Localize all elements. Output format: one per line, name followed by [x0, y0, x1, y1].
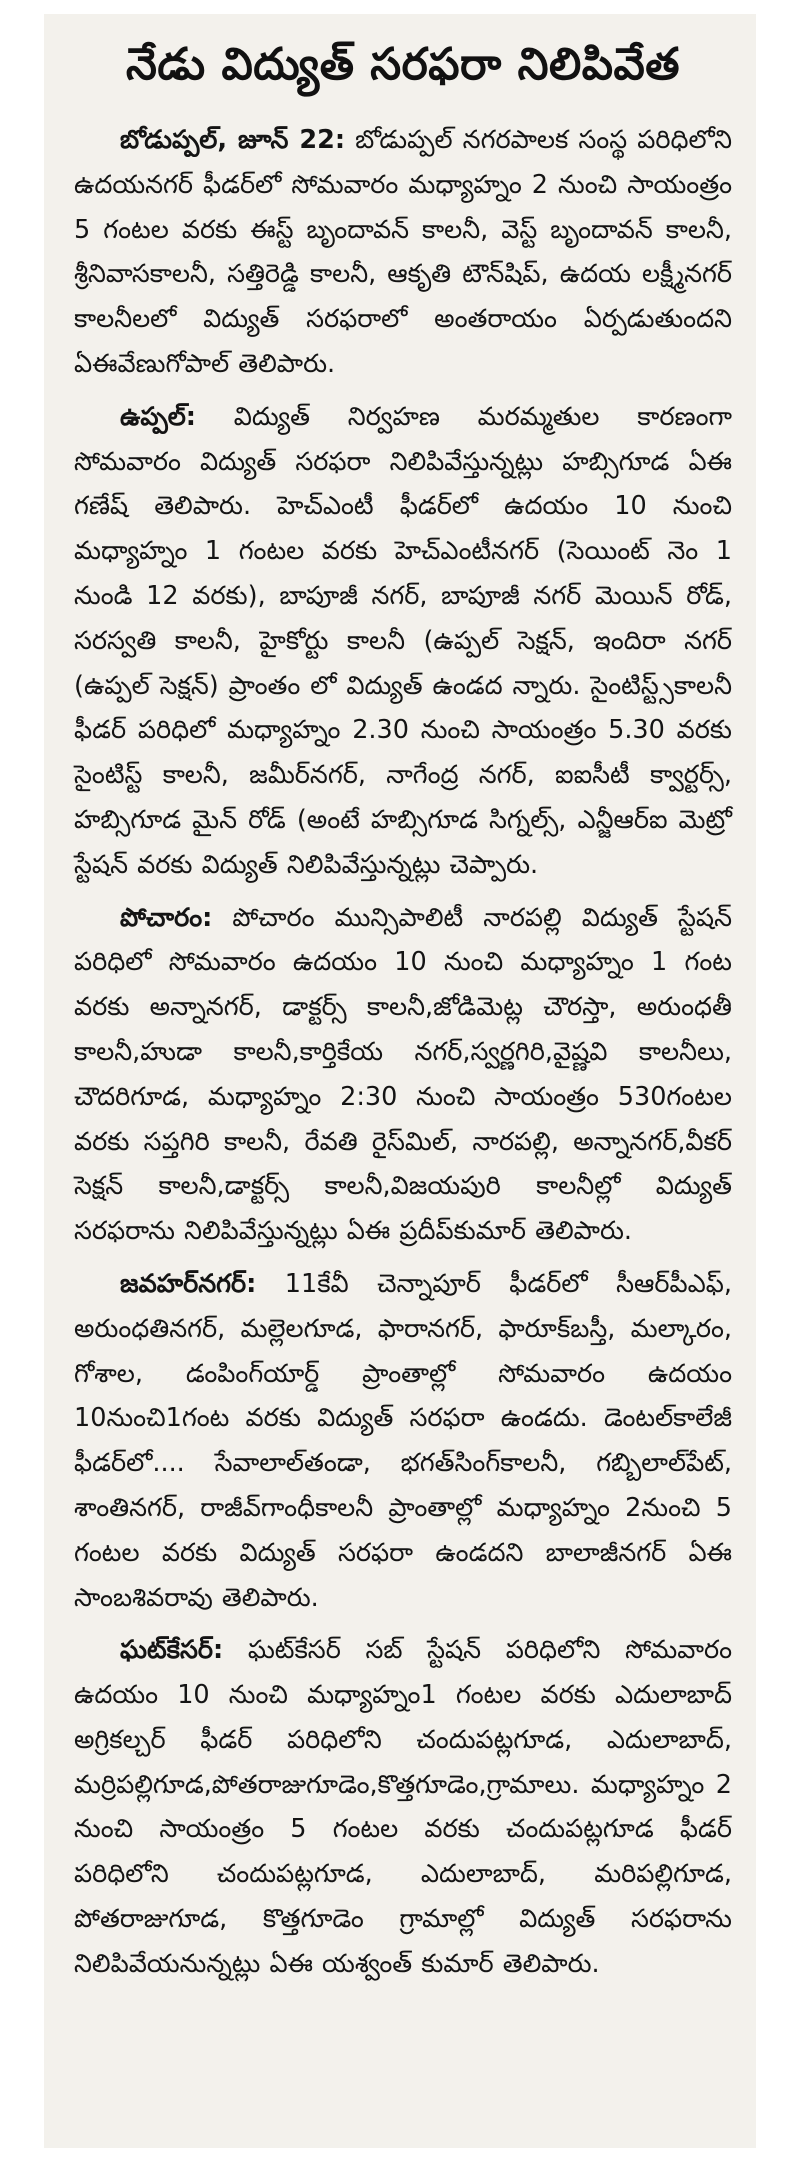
article-headline: నేడు విద్యుత్ సరఫరా నిలిపివేత [125, 39, 681, 90]
paragraph-text-ghatkesar: ఘట్‌కేసర్ సబ్ స్టేషన్ పరిధిలోని సోమవారం ఉదయం 10 నుంచి మధ్యాహ్నం1 గంటల వరకు ఎదులాబాద్ అగ్రికల్చర్ ఫీడర్ పరిధిలోని చందుపట్లగూడ, ఎదులాబాద్, మర్రిపల్లిగూడ,పోతరాజుగూడెం,కొత్తగూడెం,గ్రామాలు. మధ్యాహ్నం 2 నుంచి సాయంత్రం 5 గంటల వరకు చందుపట్లగూడ ఫీడర్ పరిధిలోని చందుపట్లగూడ, ఎదులాబాద్, మరిపల్లిగూడ, పోతరాజుగూడ, కొత్తగూడెం గ్రామాల్లో విద్యుత్ సరఫరాను నిలిపివేయనున్నట్లు ఏఈ యశ్వంత్ కుమార్ తెలిపారు. [74, 1635, 732, 1979]
paragraph-boduppal [74, 118, 732, 387]
paragraph-jawaharnagar [74, 1262, 732, 1620]
dateline-jawaharnagar: జవహర్‌నగర్: [120, 1268, 257, 1299]
dateline-uppal: ఉప్పల్: [120, 401, 196, 432]
dateline-ghatkesar: ఘట్‌కేసర్: [120, 1635, 224, 1666]
paragraph-pocharam [74, 896, 732, 1254]
paragraph-uppal [74, 395, 732, 888]
paragraph-text-uppal: విద్యుత్ నిర్వహణ మరమ్మతుల కారణంగా సోమవారం విద్యుత్ సరఫరా నిలిపివేస్తున్నట్లు హబ్సిగూడ ఏఈ గణేష్ తెలిపారు. హెచ్ఎంటీ ఫీడర్‌లో ఉదయం 10 నుంచి మధ్యాహ్నం 1 గంటల వరకు హెచ్ఎంటీనగర్ (సెయింట్ నెం 1 నుండి 12 వరకు), బాపూజీ నగర్, బాపూజీ నగర్ మెయిన్ రోడ్, సరస్వతి కాలనీ, హైకోర్టు కాలనీ (ఉప్పల్ సెక్షన్, ఇందిరా నగర్ (ఉప్పల్ సెక్షన్) ప్రాంతం లో విద్యుత్ ఉండద న్నారు. సైంటిస్ట్స్‌కాలనీ ఫీడర్ పరిధిలో మధ్యాహ్నం 2.30 నుంచి సాయంత్రం 5.30 వరకు సైంటిస్ట్ కాలనీ, జమీర్‌నగర్, నాగేంద్ర నగర్, ఐఐసీటీ క్వార్టర్స్, హబ్సిగూడ మైన్ రోడ్ (అంటే హబ్సిగూడ సిగ్నల్స్, ఎన్జీఆర్ఐ మెట్రో స్టేషన్ వరకు విద్యుత్ నిలిపివేస్తున్నట్లు చెప్పారు. [74, 401, 732, 880]
paragraph-ghatkesar [74, 1628, 732, 1986]
dateline-boduppal: బోడుప్పల్, జూన్ 22: [120, 125, 346, 155]
paragraph-text-pocharam: పోచారం మున్సిపాలిటీ నారపల్లి విద్యుత్ స్టేషన్ పరిధిలో సోమవారం ఉదయం 10 నుంచి మధ్యాహ్నం 1 గంట వరకు అన్నానగర్, డాక్టర్స్ కాలనీ,జోడిమెట్ల చౌరస్తా, అరుంధతీ కాలనీ,హుడా కాలనీ,కార్తికేయ నగర్,స్వర్ణగిరి,వైష్ణవి కాలనీలు, చౌదరిగూడ, మధ్యాహ్నం 2:30 నుంచి సాయంత్రం 530గంటల వరకు సప్తగిరి కాలనీ, రేవతి రైస్‌మిల్, నారపల్లి, అన్నానగర్,వీకర్ సెక్షన్ కాలనీ,డాక్టర్స్ కాలనీ,విజయపురి కాలనీల్లో విద్యుత్ సరఫరాను నిలిపివేస్తున్నట్లు ఏఈ ప్రదీప్‌కుమార్ తెలిపారు. [74, 902, 732, 1247]
paragraph-text-jawaharnagar: 11కేవీ చెన్నాపూర్ ఫీడర్‌లో సీఆర్‌పీఎఫ్, అరుంధతినగర్, మల్లెలగూడ, ఫారానగర్, ఫారూక్‌బస్తీ, మల్కారం, గోశాల, డంపింగ్‌యార్డ్ ప్రాంతాల్లో సోమవారం ఉదయం 10నుంచి1గంట వరకు విద్యుత్ సరఫరా ఉండదు. డెంటల్‌కాలేజీ ఫీడర్‌లో.... సేవాలాల్‌తండా, భగత్‌సింగ్‌కాలనీ, గబ్బిలాల్‌పేట్, శాంతినగర్, రాజీవ్‌గాంధీకాలనీ ప్రాంతాల్లో మధ్యాహ్నం 2నుంచి 5 గంటల వరకు విద్యుత్ సరఫరా ఉండదని బాలాజీనగర్ ఏఈ సాంబశివరావు తెలిపారు. [74, 1268, 732, 1613]
dateline-pocharam: పోచారం: [120, 902, 213, 933]
newspaper-clipping [44, 14, 756, 2148]
paragraph-text-boduppal: బోడుప్పల్ నగరపాలక సంస్థ పరిధిలోని ఉదయనగర్ ఫీడర్‌లో సోమవారం మధ్యాహ్నం 2 నుంచి సాయంత్రం 5 గంటల వరకు ఈస్ట్ బృందావన్ కాలనీ, వెస్ట్ బృందావన్ కాలనీ, శ్రీనివాసకాలనీ, సత్తిరెడ్డి కాలనీ, ఆకృతి టౌన్‌షిప్, ఉదయ లక్ష్మీనగర్ కాలనీలలో విద్యుత్ సరఫరాలో అంతరాయం ఏర్పడుతుందని ఏఈవేణుగోపాల్ తెలిపారు. [74, 125, 732, 379]
